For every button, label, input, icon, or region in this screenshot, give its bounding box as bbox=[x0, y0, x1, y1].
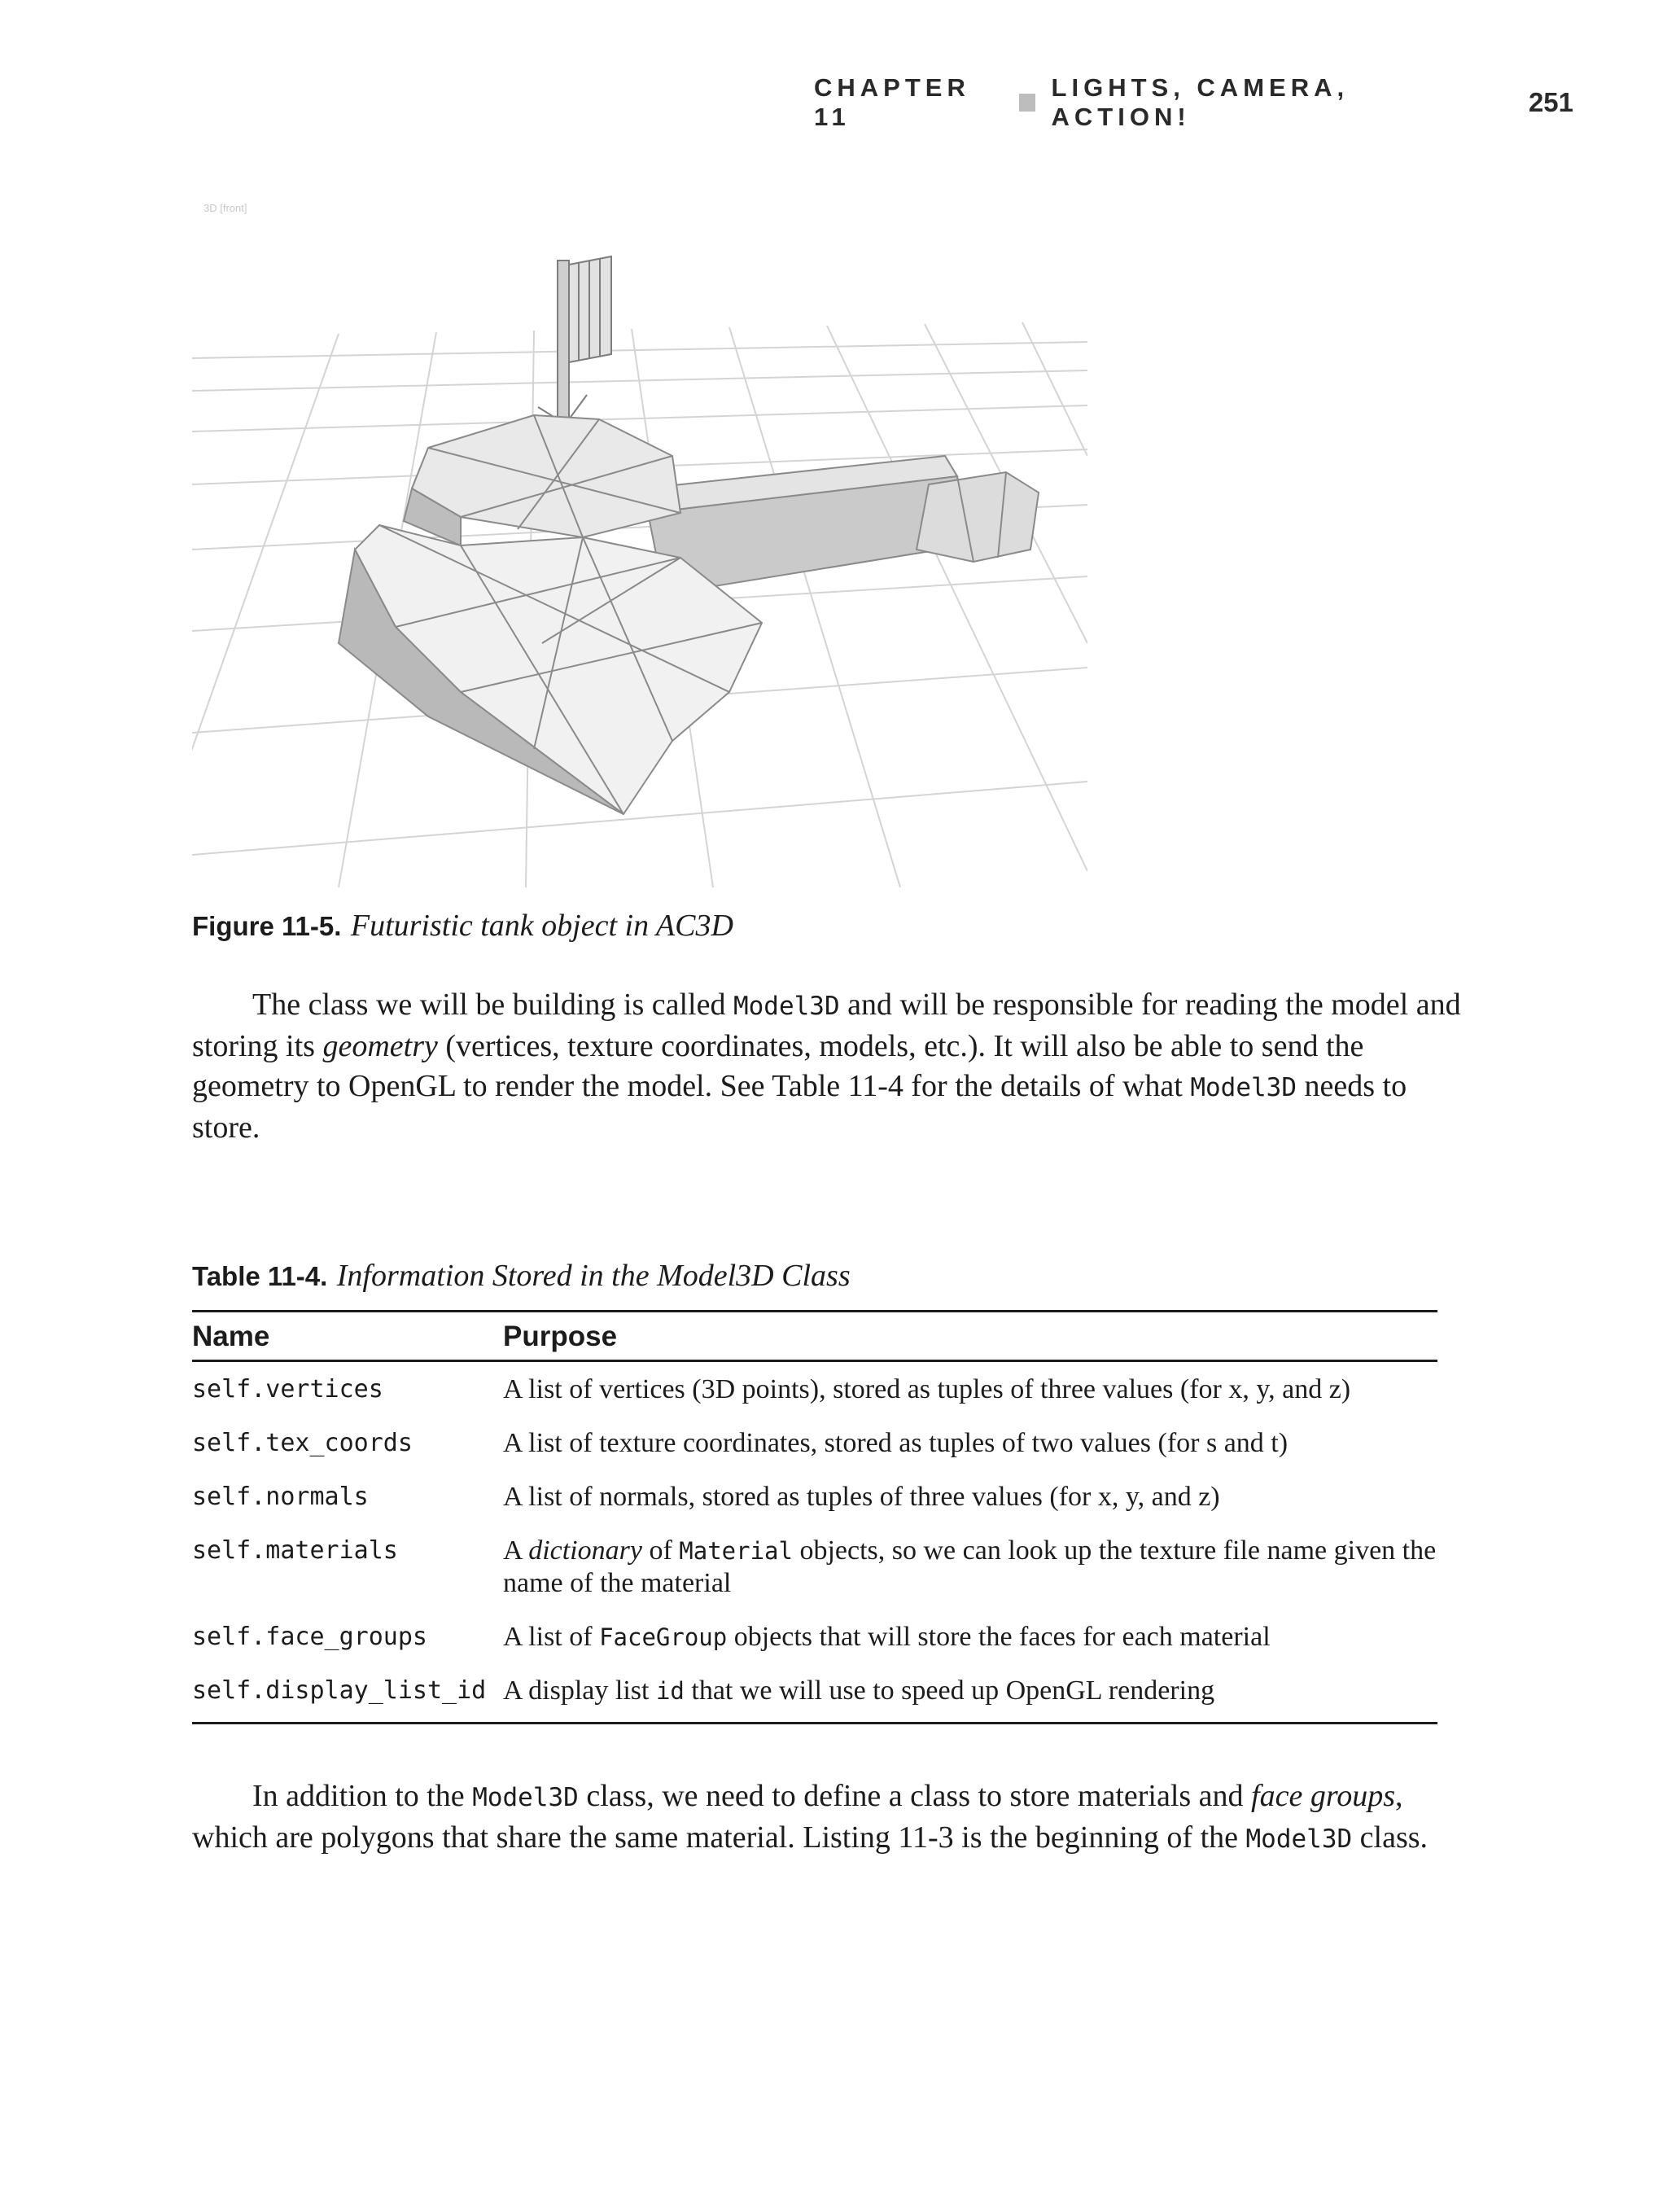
header-square-icon bbox=[1019, 94, 1035, 112]
table-title bbox=[192, 1258, 1437, 1294]
code-run: Material bbox=[679, 1537, 793, 1565]
chapter-title: LIGHTS, CAMERA, ACTION! bbox=[1051, 73, 1350, 131]
table-row bbox=[192, 1416, 1437, 1470]
text-run: A display list bbox=[503, 1675, 656, 1706]
row-name: self.materials bbox=[192, 1536, 398, 1565]
tank-figure bbox=[192, 187, 1087, 887]
code-run: Model3D bbox=[472, 1783, 579, 1812]
figure-caption-label: Figure 11-5. bbox=[192, 911, 342, 941]
table-row bbox=[192, 1610, 1437, 1663]
table-title-text: Information Stored in the Model3D Class bbox=[336, 1259, 851, 1293]
text-run: needs to store. bbox=[192, 1069, 1407, 1145]
model3d-table bbox=[192, 1258, 1437, 1724]
tank-wireframe-image bbox=[192, 187, 1087, 887]
row-purpose: A list of texture coordinates, stored as tuples of two values (for s and t) bbox=[503, 1428, 1289, 1458]
text-run: objects that will store the faces for each material bbox=[727, 1622, 1271, 1652]
text-run: A bbox=[503, 1535, 529, 1566]
row-name: self.display_list_id bbox=[192, 1663, 503, 1724]
info-table bbox=[192, 1310, 1437, 1724]
code-run: FaceGroup bbox=[599, 1623, 728, 1651]
row-name: self.normals bbox=[192, 1483, 369, 1511]
body-paragraph-1 bbox=[192, 985, 1462, 1148]
body-paragraph-2 bbox=[192, 1776, 1462, 1859]
emphasis-run: dictionary bbox=[528, 1535, 642, 1566]
row-purpose bbox=[503, 1523, 1437, 1610]
row-name: self.tex_coords bbox=[192, 1429, 413, 1457]
figure-caption bbox=[192, 908, 733, 944]
emphasis-run: face groups bbox=[1251, 1779, 1396, 1813]
text-run: that we will use to speed up OpenGL rendering bbox=[684, 1675, 1215, 1706]
running-header bbox=[814, 73, 1573, 132]
figure-caption-text: Futuristic tank object in AC3D bbox=[350, 909, 733, 943]
row-name: self.vertices bbox=[192, 1375, 383, 1404]
row-purpose: A list of normals, stored as tuples of three values (for x, y, and z) bbox=[503, 1482, 1220, 1512]
column-header-purpose: Purpose bbox=[503, 1312, 1437, 1361]
code-run: Model3D bbox=[1245, 1824, 1353, 1854]
text-run: A list of bbox=[503, 1622, 600, 1652]
row-purpose bbox=[503, 1610, 1437, 1663]
text-run: The class we will be building is called bbox=[252, 988, 733, 1022]
text-run: of bbox=[641, 1535, 680, 1566]
row-purpose bbox=[503, 1663, 1437, 1724]
table-header-row bbox=[192, 1312, 1437, 1361]
table-row bbox=[192, 1523, 1437, 1610]
text-run: , which are polygons that share the same material. Listing 11-3 is the beginning of the bbox=[192, 1779, 1403, 1855]
text-run: objects, so we can look up the texture file name given the name of the material bbox=[503, 1535, 1437, 1598]
table-row bbox=[192, 1470, 1437, 1523]
text-run: class. bbox=[1352, 1820, 1429, 1855]
row-name: self.face_groups bbox=[192, 1623, 427, 1651]
table-row bbox=[192, 1663, 1437, 1724]
text-run: (vertices, texture coordinates, models, etc.). It will also be able to send the geometry to OpenGL to render the model. See Table 11-4 for the details of what bbox=[192, 1029, 1364, 1103]
column-header-name: Name bbox=[192, 1312, 503, 1361]
code-run: id bbox=[655, 1677, 685, 1705]
text-run: and will be responsible for reading the model and storing its bbox=[192, 988, 1461, 1063]
viewport-label: 3D [front] bbox=[203, 202, 247, 214]
code-run: Model3D bbox=[1190, 1073, 1297, 1102]
text-run: In addition to the bbox=[252, 1779, 473, 1813]
emphasis-run: geometry bbox=[322, 1029, 438, 1063]
table-row bbox=[192, 1361, 1437, 1417]
page-number: 251 bbox=[1528, 87, 1573, 117]
row-purpose: A list of vertices (3D points), stored as tuples of three values (for x, y, and z) bbox=[503, 1374, 1351, 1404]
code-run: Model3D bbox=[733, 992, 840, 1021]
text-run: class, we need to define a class to store materials and bbox=[578, 1779, 1252, 1813]
table-label: Table 11-4. bbox=[192, 1261, 328, 1291]
chapter-label: CHAPTER 11 bbox=[814, 73, 970, 131]
